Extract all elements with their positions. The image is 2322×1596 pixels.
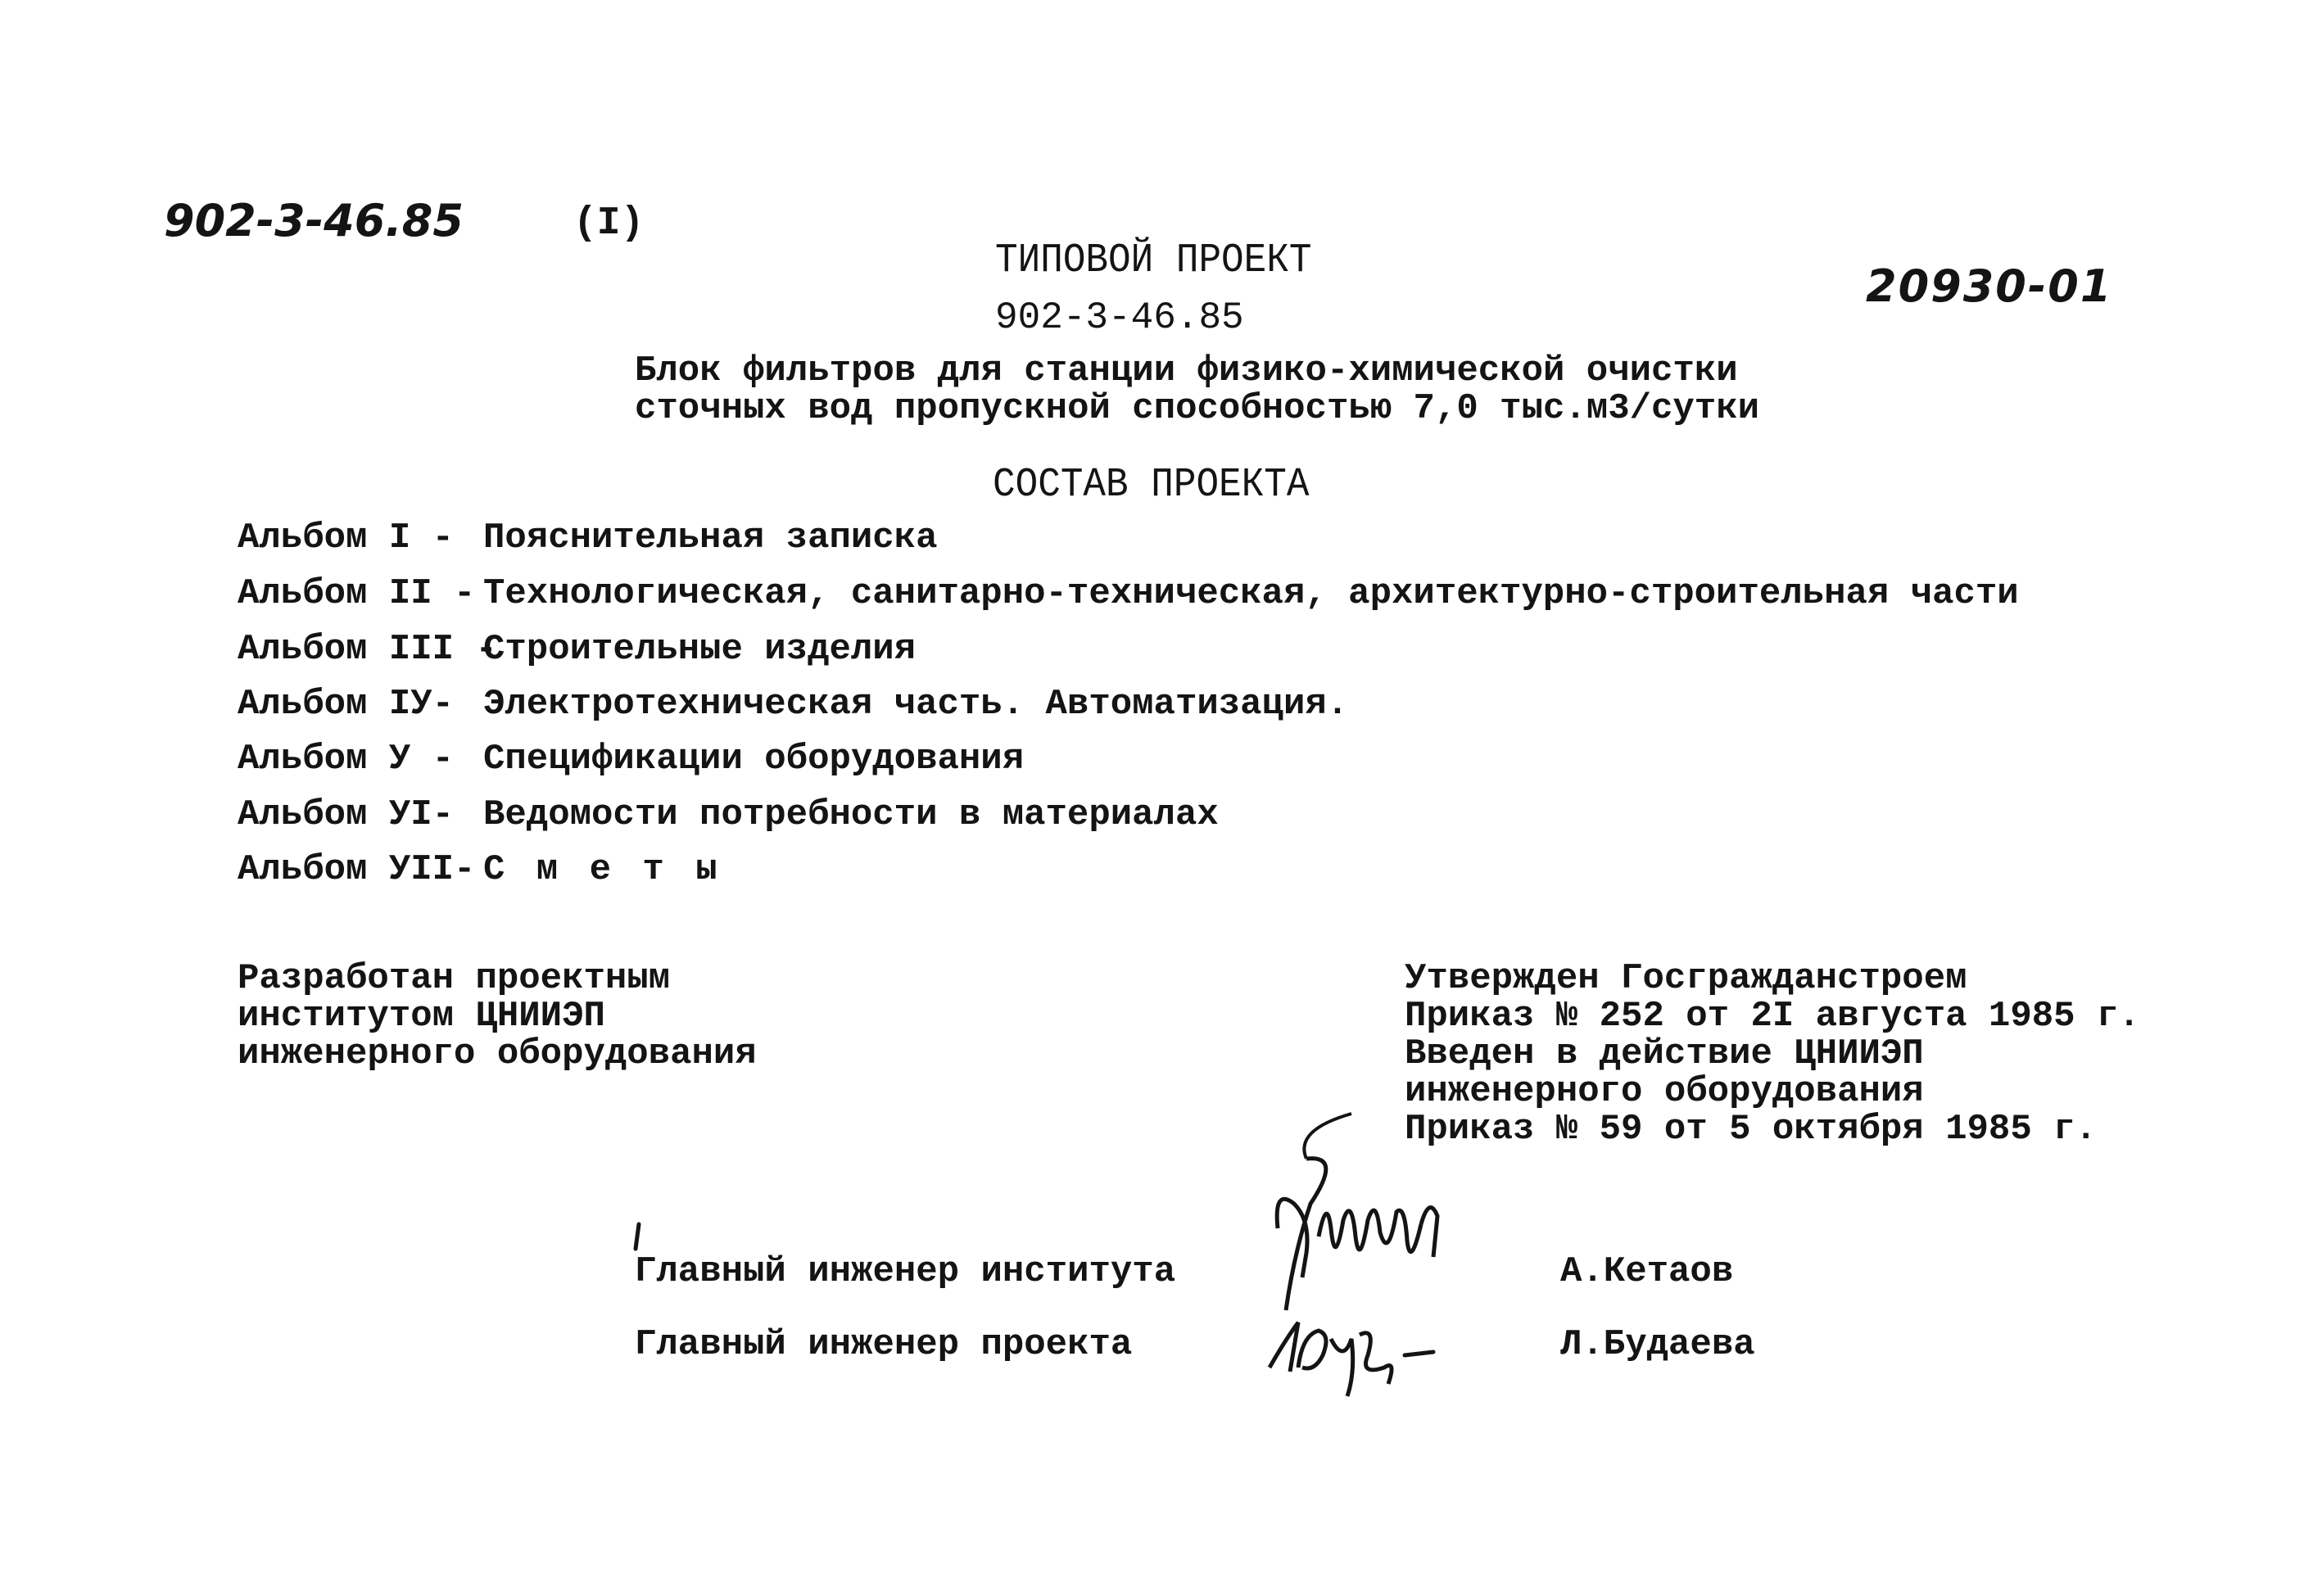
- album-title: Электротехническая часть. Автоматизация.: [483, 684, 1349, 725]
- approval-line: Приказ № 252 от 2I августа 1985 г.: [1405, 996, 2140, 1037]
- album-row: [238, 573, 2019, 614]
- album-title: Строительные изделия: [483, 629, 917, 670]
- album-label: Альбом УI-: [238, 794, 455, 835]
- approval-block: [1405, 960, 2140, 1148]
- album-title: С м е т ы: [483, 849, 722, 890]
- document-heading: ТИПОВОЙ ПРОЕКТ: [995, 237, 1312, 284]
- project-code: 902-3-46.85: [995, 296, 1244, 339]
- signature-chief-engineer-project: [1253, 1290, 1482, 1404]
- album-row: [238, 794, 1219, 835]
- approval-line: Приказ № 59 от 5 октября 1985 г.: [1405, 1109, 2097, 1150]
- approval-line: Введен в действие ЦНИИЭП: [1405, 1033, 1924, 1074]
- signatory-position: Главный инженер проекта: [635, 1324, 1133, 1365]
- album-label: Альбом IУ-: [238, 684, 455, 725]
- album-label: Альбом I -: [238, 518, 455, 558]
- tick-mark: [631, 1220, 647, 1253]
- album-row: [238, 629, 916, 670]
- composition-heading: СОСТАВ ПРОЕКТА: [993, 461, 1310, 509]
- approval-line: Утвержден Госгражданстроем: [1405, 958, 1967, 999]
- album-title: Ведомости потребности в материалах: [483, 794, 1219, 835]
- description-line: Блок фильтров для станции физико-химической очистки: [635, 350, 1738, 391]
- inventory-number: 20930-01: [1866, 260, 2113, 312]
- signatory-name: А.Кетаов: [1560, 1251, 1734, 1292]
- album-label: Альбом II -: [238, 573, 476, 614]
- developed-by-block: [238, 960, 757, 1073]
- album-row: [238, 739, 1024, 780]
- album-label: Альбом III -: [238, 629, 497, 670]
- album-row: [238, 849, 722, 890]
- developed-by-line: инженерного оборудования: [238, 1033, 757, 1074]
- album-label: Альбом У -: [238, 739, 455, 780]
- album-title: Спецификации оборудования: [483, 739, 1025, 780]
- description-line: сточных вод пропускной способностью 7,0 тыс.м3/сутки: [635, 388, 1760, 429]
- developed-by-line: Разработан проектным: [238, 958, 671, 999]
- approval-line: инженерного оборудования: [1405, 1071, 1924, 1112]
- album-label: Альбом УII-: [238, 849, 476, 890]
- album-title: Пояснительная записка: [483, 518, 938, 558]
- part-number: (I): [573, 201, 645, 246]
- project-description: [635, 352, 1759, 427]
- album-title: Технологическая, санитарно-техническая, архитектурно-строительная части: [483, 573, 2019, 614]
- signatory-name: Л.Будаева: [1560, 1324, 1755, 1365]
- album-row: [238, 518, 938, 558]
- project-code-handwritten: 902-3-46.85: [164, 195, 464, 246]
- developed-by-line: институтом ЦНИИЭП: [238, 996, 605, 1037]
- signatory-position: Главный инженер института: [635, 1251, 1176, 1292]
- album-row: [238, 684, 1348, 725]
